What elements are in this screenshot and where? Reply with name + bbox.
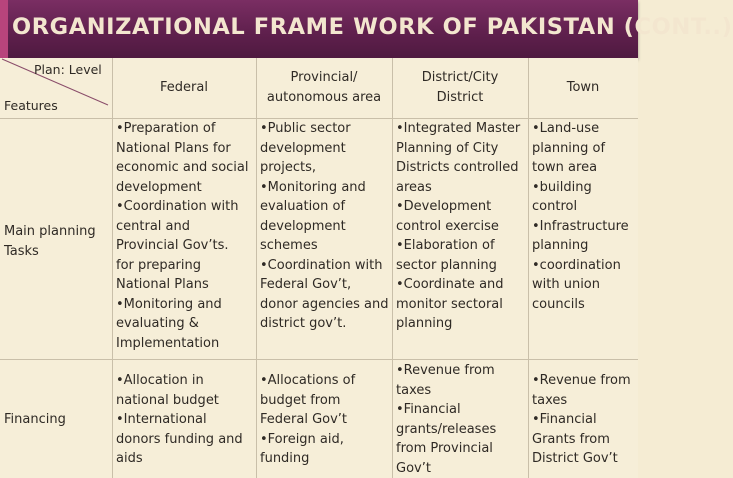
cell-line: funding (260, 451, 310, 466)
cell-line: Federal Gov’t (260, 412, 348, 427)
cell-line: district gov’t. (260, 316, 347, 331)
cell-line: from Provincial (396, 441, 493, 456)
cell-line: •Foreign aid, (260, 431, 344, 447)
header-line: autonomous area (266, 90, 382, 105)
cell-line: projects, (260, 160, 317, 175)
cell-line: planning (532, 238, 589, 253)
col-divider-2 (256, 58, 257, 478)
cell-line: Districts controlled (396, 160, 519, 175)
cell-line: taxes (396, 382, 432, 398)
header-district (392, 68, 528, 108)
cell-line: central and (116, 218, 190, 234)
cell-line: •coordination (532, 257, 621, 273)
title-bar (0, 0, 733, 58)
cell-line: District Gov’t (532, 451, 618, 466)
cell-line: •Development (396, 199, 492, 214)
cell-line: •Financial (396, 402, 461, 417)
cell-line: •Integrated Master (396, 121, 521, 136)
cell-line: national budget (116, 392, 219, 408)
row-label-main-planning (4, 222, 96, 261)
cell-main-district (396, 119, 520, 334)
cell-line: development (260, 218, 346, 234)
header-line: Town (566, 80, 600, 95)
cell-fin-town (532, 371, 631, 469)
header-town (528, 78, 638, 98)
cell-line: development (116, 179, 202, 195)
cell-line: •Preparation of (116, 121, 216, 136)
page-title: ORGANIZATIONAL FRAME WORK OF PAKISTAN (CONT..) (12, 14, 733, 40)
cell-main-provincial (260, 119, 388, 334)
col-divider-4 (528, 58, 529, 478)
cell-main-town (532, 119, 629, 314)
cell-line: donors funding and (116, 431, 243, 447)
planning-table (0, 58, 638, 478)
cell-line: grants/releases (396, 421, 497, 437)
cell-line: with union (532, 277, 600, 292)
cell-line: •International (116, 412, 207, 427)
cell-line: •Elaboration of (396, 238, 495, 253)
cell-line: Gov’t (396, 460, 431, 476)
cell-fin-district (396, 361, 496, 478)
header-line: Federal (160, 80, 208, 95)
cell-line: evaluating & (116, 316, 199, 331)
cell-fin-provincial (260, 371, 355, 469)
cell-line: taxes (532, 392, 568, 408)
cell-line: •Monitoring and (116, 296, 222, 312)
cell-line: •Infrastructure (532, 218, 629, 234)
cell-line: •Coordination with (260, 257, 383, 273)
cell-fin-federal (116, 371, 243, 469)
cell-line: aids (116, 451, 143, 466)
cell-line: development (260, 140, 346, 156)
cell-line: Grants from (532, 431, 610, 447)
cell-line: schemes (260, 238, 318, 253)
cell-line: National Plans for (116, 140, 231, 156)
cell-line: •Coordination with (116, 199, 239, 214)
cell-line: budget from (260, 392, 341, 408)
cell-line: Planning of City (396, 140, 499, 156)
cell-line: •Coordinate and (396, 277, 504, 292)
cell-line: Provincial Gov’ts. (116, 238, 229, 253)
cell-line: control exercise (396, 218, 499, 234)
cell-line: economic and social (116, 160, 249, 175)
cell-main-federal (116, 119, 249, 353)
header-line: District (436, 90, 484, 105)
row-label-financing (4, 410, 66, 430)
cell-line: •Allocations of (260, 373, 356, 388)
cell-line: sector planning (396, 257, 497, 273)
row-label-line: Main planning (4, 224, 96, 239)
cell-line: councils (532, 296, 585, 312)
cell-line: National Plans (116, 277, 209, 292)
cell-line: monitor sectoral (396, 296, 503, 312)
cell-line: •building (532, 179, 592, 195)
row-label-line: Tasks (4, 243, 39, 259)
cell-line: •Financial (532, 412, 597, 427)
cell-line: planning of (532, 140, 606, 156)
corner-plan-level: Plan: Level (34, 62, 102, 77)
header-provincial (256, 68, 392, 108)
cell-line: areas (396, 179, 432, 195)
cell-line: Federal Gov’t, (260, 277, 352, 292)
cell-line: control (532, 199, 578, 214)
cell-line: •Public sector (260, 121, 351, 136)
col-divider-3 (392, 58, 393, 478)
row-label-line: Financing (4, 412, 66, 427)
header-line: District/City (421, 70, 499, 85)
cell-line: •Land-use (532, 121, 600, 136)
cell-line: •Allocation in (116, 373, 204, 388)
cell-line: •Revenue from (396, 363, 495, 378)
row-divider-main (0, 359, 638, 360)
col-divider-1 (112, 58, 113, 478)
cell-line: •Revenue from (532, 373, 631, 388)
header-federal (112, 78, 256, 98)
header-line: Provincial/ (290, 70, 358, 85)
cell-line: donor agencies and (260, 296, 389, 312)
cell-line: evaluation of (260, 199, 346, 214)
title-accent (0, 0, 8, 58)
cell-line: •Monitoring and (260, 179, 366, 195)
cell-line: town area (532, 160, 598, 175)
cell-line: planning (396, 316, 453, 331)
cell-line: Implementation (116, 335, 220, 351)
cell-line: for preparing (116, 257, 201, 273)
corner-features: Features (4, 98, 58, 113)
